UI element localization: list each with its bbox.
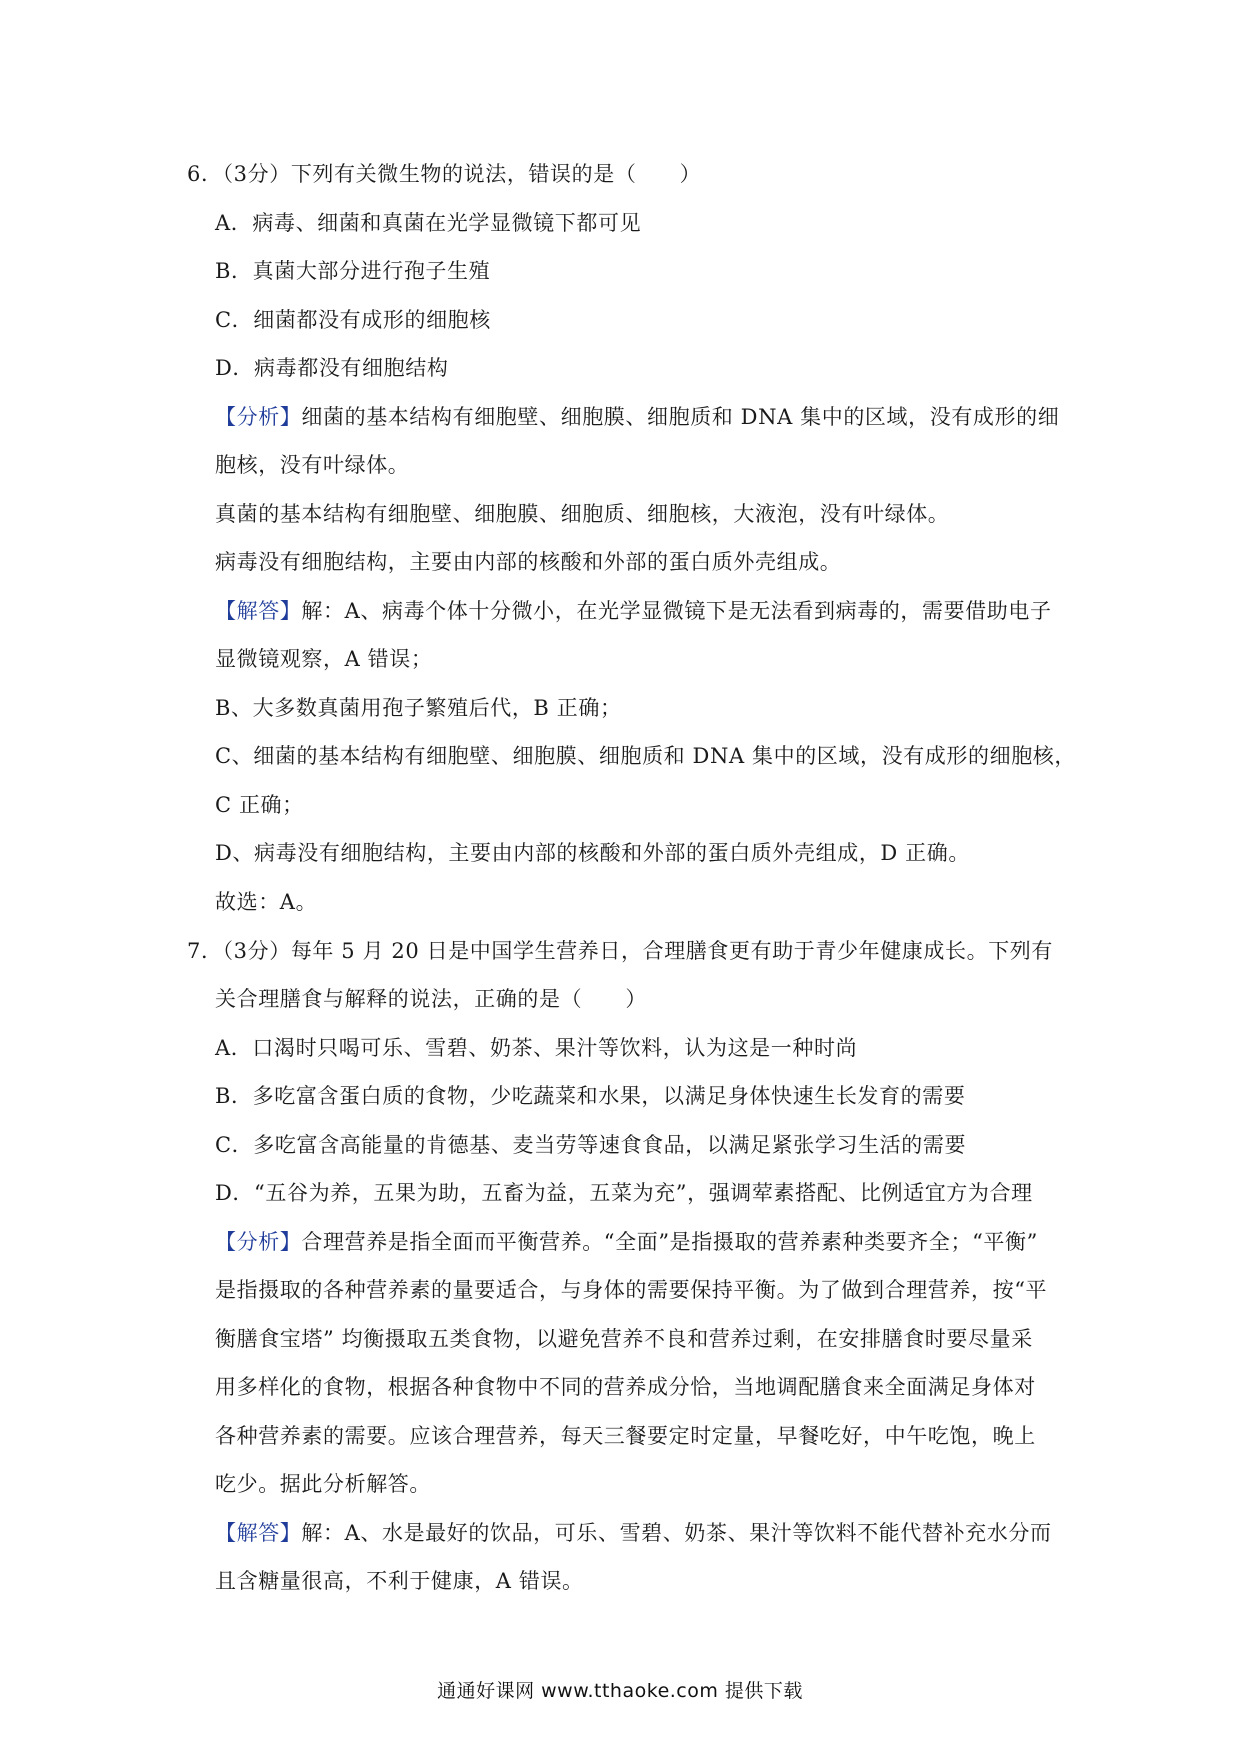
question-7-stem-line-1: 7．（3分）每年 5 月 20 日是中国学生营养日，合理膳食更有助于青少年健康成长。下列有 bbox=[187, 939, 1054, 963]
question-7-option-a: A．口渴时只喝可乐、雪碧、奶茶、果汁等饮料，认为这是一种时尚 bbox=[215, 1036, 858, 1060]
question-6-analysis-line-2: 胞核，没有叶绿体。 bbox=[215, 453, 410, 477]
question-6-option-d: D．病毒都没有细胞结构 bbox=[215, 356, 449, 380]
question-6-analysis-line-1 bbox=[215, 402, 1059, 432]
question-6-analysis-line-3: 真菌的基本结构有细胞壁、细胞膜、细胞质、细胞核，大液泡，没有叶绿体。 bbox=[215, 502, 950, 526]
question-6-option-c: C．细菌都没有成形的细胞核 bbox=[215, 308, 491, 332]
question-6-option-b: B．真菌大部分进行孢子生殖 bbox=[215, 259, 491, 283]
question-7-analysis-line-3: 衡膳食宝塔” 均衡摄取五类食物，以避免营养不良和营养过剩，在安排膳食时要尽量采 bbox=[215, 1327, 1033, 1351]
question-7-option-d: D．“五谷为养，五果为助，五畜为益，五菜为充”，强调荤素搭配、比例适宜方为合理 bbox=[215, 1181, 1033, 1205]
question-6-answer-line-7: 故选：A。 bbox=[215, 890, 318, 914]
question-7-analysis-line-4: 用多样化的食物，根据各种食物中不同的营养成分恰，当地调配膳食来全面满足身体对 bbox=[215, 1375, 1036, 1399]
question-7-analysis-line-6: 吃少。据此分析解答。 bbox=[215, 1472, 431, 1496]
answer-text: 解：A、水是最好的饮品，可乐、雪碧、奶茶、果汁等饮料不能代替补充水分而 bbox=[301, 1521, 1052, 1545]
question-6-answer-line-4: C、细菌的基本结构有细胞壁、细胞膜、细胞质和 DNA 集中的区域，没有成形的细胞核， bbox=[215, 744, 1076, 768]
question-7-analysis-line-1 bbox=[215, 1227, 1038, 1257]
question-7-option-c: C．多吃富含高能量的肯德基、麦当劳等速食食品，以满足紧张学习生活的需要 bbox=[215, 1133, 967, 1157]
answer-text: 解：A、病毒个体十分微小，在光学显微镜下是无法看到病毒的，需要借助电子 bbox=[301, 599, 1052, 623]
analysis-text: 细菌的基本结构有细胞壁、细胞膜、细胞质和 DNA 集中的区域，没有成形的细 bbox=[301, 405, 1060, 429]
question-6-answer-line-2: 显微镜观察，A 错误； bbox=[215, 647, 433, 671]
question-7-answer-line-2: 且含糖量很高，不利于健康，A 错误。 bbox=[215, 1569, 584, 1593]
question-7-option-b: B．多吃富含蛋白质的食物，少吃蔬菜和水果，以满足身体快速生长发育的需要 bbox=[215, 1084, 966, 1108]
question-6-option-a: A．病毒、细菌和真菌在光学显微镜下都可见 bbox=[215, 211, 642, 235]
answer-tag: 【解答】 bbox=[215, 1521, 302, 1545]
page-footer: 通通好课网 www.tthaoke.com 提供下载 bbox=[437, 1680, 803, 1702]
question-6-answer-line-5: C 正确； bbox=[215, 793, 304, 817]
question-6-answer-line-3: B、大多数真菌用孢子繁殖后代，B 正确； bbox=[215, 696, 622, 720]
question-7-analysis-line-2: 是指摄取的各种营养素的量要适合，与身体的需要保持平衡。为了做到合理营养，按“平 bbox=[215, 1278, 1048, 1302]
question-7-answer-line-1 bbox=[215, 1518, 1052, 1548]
question-6-stem: 6．（3分）下列有关微生物的说法，错误的是（ ） bbox=[187, 162, 702, 186]
question-6-answer-line-1 bbox=[215, 596, 1052, 626]
answer-tag: 【解答】 bbox=[215, 599, 302, 623]
question-6-analysis-line-4: 病毒没有细胞结构，主要由内部的核酸和外部的蛋白质外壳组成。 bbox=[215, 550, 842, 574]
analysis-tag: 【分析】 bbox=[215, 1230, 302, 1254]
question-7-stem-line-2: 关合理膳食与解释的说法，正确的是（ ） bbox=[215, 987, 647, 1011]
analysis-text: 合理营养是指全面而平衡营养。“全面”是指摄取的营养素种类要齐全；“平衡” bbox=[301, 1230, 1038, 1254]
question-7-analysis-line-5: 各种营养素的需要。应该合理营养，每天三餐要定时定量，早餐吃好，中午吃饱，晚上 bbox=[215, 1424, 1036, 1448]
analysis-tag: 【分析】 bbox=[215, 405, 302, 429]
question-6-answer-line-6: D、病毒没有细胞结构，主要由内部的核酸和外部的蛋白质外壳组成，D 正确。 bbox=[215, 841, 970, 865]
